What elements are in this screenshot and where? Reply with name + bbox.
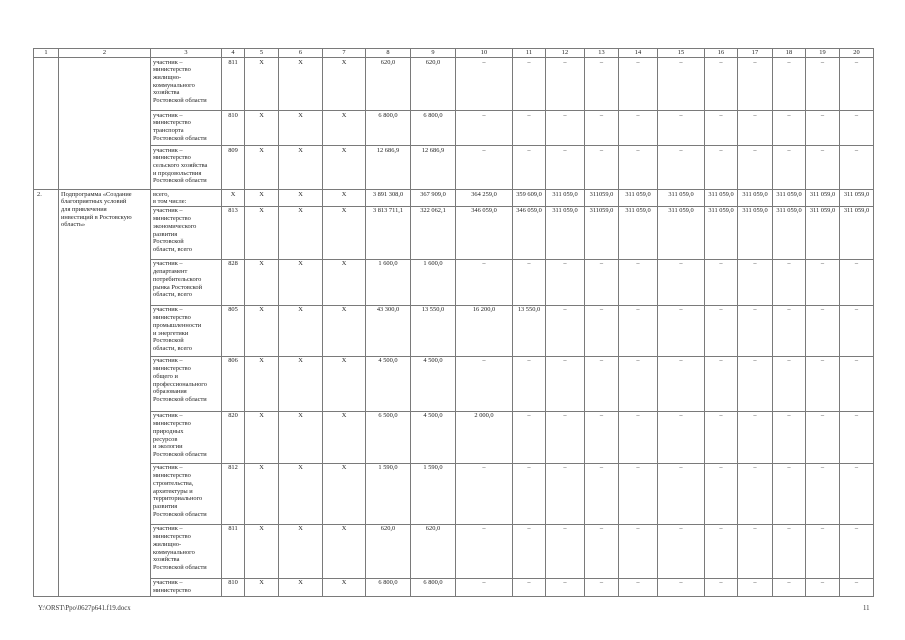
value-cell: 311 059,0 — [738, 206, 773, 259]
value-cell: 311 059,0 — [773, 190, 806, 207]
value-cell: X — [279, 206, 323, 259]
value-cell: 811 — [222, 58, 245, 111]
value-cell: – — [658, 578, 705, 596]
value-cell: – — [658, 463, 705, 524]
column-number: 17 — [738, 49, 773, 58]
column-number: 7 — [323, 49, 366, 58]
value-cell: X — [245, 356, 279, 411]
value-cell: 3 891 308,0 — [366, 190, 411, 207]
value-cell: – — [456, 259, 513, 305]
participant-cell: участник – департамент потребительского рынка Ростовской области, всего — [151, 259, 222, 305]
value-cell: – — [513, 259, 546, 305]
value-cell: – — [513, 411, 546, 463]
value-cell: – — [585, 524, 619, 578]
value-cell: 4 500,0 — [411, 411, 456, 463]
value-cell: 813 — [222, 206, 245, 259]
value-cell: – — [738, 259, 773, 305]
value-cell: – — [585, 305, 619, 356]
value-cell: 311 059,0 — [840, 190, 874, 207]
value-cell: – — [705, 356, 738, 411]
value-cell: – — [840, 259, 874, 305]
value-cell: 311 059,0 — [806, 190, 840, 207]
value-cell: – — [513, 356, 546, 411]
value-cell: X — [323, 206, 366, 259]
table-row — [34, 524, 874, 578]
value-cell: 13 550,0 — [411, 305, 456, 356]
column-number: 6 — [279, 49, 323, 58]
value-cell: – — [585, 578, 619, 596]
value-cell: X — [279, 524, 323, 578]
value-cell: – — [806, 58, 840, 111]
value-cell: – — [738, 58, 773, 111]
value-cell: 346 059,0 — [513, 206, 546, 259]
table-row — [34, 578, 874, 596]
value-cell: X — [245, 524, 279, 578]
value-cell: – — [658, 305, 705, 356]
value-cell: – — [705, 58, 738, 111]
value-cell: 812 — [222, 463, 245, 524]
value-cell: 311059,0 — [585, 206, 619, 259]
participant-cell: участник – министерство — [151, 578, 222, 596]
value-cell: 346 059,0 — [456, 206, 513, 259]
participant-cell: участник – министерство сельского хозяйства и продовольствия Ростовской области — [151, 146, 222, 190]
value-cell: – — [619, 111, 658, 146]
value-cell: – — [513, 463, 546, 524]
value-cell: 311 059,0 — [773, 206, 806, 259]
value-cell: 16 200,0 — [456, 305, 513, 356]
column-number: 8 — [366, 49, 411, 58]
value-cell: – — [705, 578, 738, 596]
value-cell: 311 059,0 — [619, 206, 658, 259]
value-cell: 311 059,0 — [619, 190, 658, 207]
table-row — [34, 58, 874, 111]
row-number-cell — [34, 58, 59, 190]
value-cell: 12 686,9 — [411, 146, 456, 190]
value-cell: – — [840, 146, 874, 190]
value-cell: 367 909,0 — [411, 190, 456, 207]
column-number: 14 — [619, 49, 658, 58]
value-cell: – — [619, 524, 658, 578]
value-cell: – — [773, 259, 806, 305]
value-cell: 6 800,0 — [366, 111, 411, 146]
column-number: 20 — [840, 49, 874, 58]
value-cell: X — [323, 411, 366, 463]
value-cell: 620,0 — [411, 524, 456, 578]
column-number: 1 — [34, 49, 59, 58]
value-cell: – — [619, 146, 658, 190]
value-cell: 4 500,0 — [411, 356, 456, 411]
column-number: 13 — [585, 49, 619, 58]
value-cell: – — [513, 578, 546, 596]
value-cell: – — [806, 524, 840, 578]
table-row — [34, 111, 874, 146]
value-cell: – — [619, 259, 658, 305]
value-cell: – — [840, 58, 874, 111]
table-row — [34, 146, 874, 190]
value-cell: 311 059,0 — [546, 190, 585, 207]
value-cell: 311 059,0 — [840, 206, 874, 259]
value-cell: – — [546, 305, 585, 356]
participant-cell: участник – министерство строительства, архитектуры и территориального развития Ростовской области — [151, 463, 222, 524]
value-cell: – — [773, 578, 806, 596]
value-cell: – — [658, 58, 705, 111]
value-cell: X — [323, 356, 366, 411]
column-number: 9 — [411, 49, 456, 58]
value-cell: – — [619, 356, 658, 411]
participant-cell: участник – министерство транспорта Ростовской области — [151, 111, 222, 146]
value-cell: – — [619, 58, 658, 111]
table-row — [34, 356, 874, 411]
table-row — [34, 463, 874, 524]
column-number: 4 — [222, 49, 245, 58]
value-cell: – — [456, 111, 513, 146]
value-cell: X — [245, 463, 279, 524]
value-cell: X — [323, 305, 366, 356]
value-cell: – — [705, 305, 738, 356]
table-row — [34, 305, 874, 356]
value-cell: – — [840, 463, 874, 524]
value-cell: 13 550,0 — [513, 305, 546, 356]
value-cell: – — [619, 411, 658, 463]
column-number: 19 — [806, 49, 840, 58]
participant-cell: всего, в том числе: — [151, 190, 222, 207]
value-cell: 6 800,0 — [366, 578, 411, 596]
budget-table — [33, 48, 874, 597]
value-cell: X — [323, 190, 366, 207]
value-cell: X — [279, 411, 323, 463]
column-number: 3 — [151, 49, 222, 58]
value-cell: – — [806, 463, 840, 524]
value-cell: X — [279, 463, 323, 524]
subprogram-name-cell — [59, 58, 151, 190]
value-cell: – — [840, 111, 874, 146]
value-cell: – — [806, 111, 840, 146]
value-cell: X — [279, 356, 323, 411]
value-cell: – — [546, 356, 585, 411]
value-cell: X — [323, 463, 366, 524]
value-cell: X — [245, 190, 279, 207]
value-cell: – — [738, 305, 773, 356]
value-cell: 4 500,0 — [366, 356, 411, 411]
value-cell: X — [245, 111, 279, 146]
column-number: 16 — [705, 49, 738, 58]
value-cell: – — [658, 146, 705, 190]
value-cell: X — [323, 259, 366, 305]
value-cell: – — [738, 411, 773, 463]
value-cell: 3 813 711,1 — [366, 206, 411, 259]
value-cell: 2 000,0 — [456, 411, 513, 463]
column-number: 15 — [658, 49, 705, 58]
value-cell: 1 590,0 — [411, 463, 456, 524]
column-number: 5 — [245, 49, 279, 58]
value-cell: – — [840, 305, 874, 356]
value-cell: – — [585, 463, 619, 524]
value-cell: – — [806, 411, 840, 463]
value-cell: – — [456, 524, 513, 578]
value-cell: – — [738, 111, 773, 146]
value-cell: – — [546, 58, 585, 111]
value-cell: X — [323, 146, 366, 190]
value-cell: – — [456, 58, 513, 111]
subprogram-name-cell: Подпрограмма «Создание благоприятных условий для привлечения инвестиций в Ростовскую область» — [59, 190, 151, 597]
participant-cell: участник – министерство природных ресурсов и экологии Ростовской области — [151, 411, 222, 463]
row-number-cell: 2. — [34, 190, 59, 597]
value-cell: – — [705, 411, 738, 463]
value-cell: – — [658, 356, 705, 411]
column-number: 11 — [513, 49, 546, 58]
value-cell: – — [585, 58, 619, 111]
value-cell: 311 059,0 — [658, 206, 705, 259]
value-cell: – — [456, 356, 513, 411]
value-cell: 12 686,9 — [366, 146, 411, 190]
value-cell: – — [585, 259, 619, 305]
value-cell: 6 500,0 — [366, 411, 411, 463]
value-cell: – — [456, 578, 513, 596]
value-cell: – — [773, 356, 806, 411]
value-cell: – — [705, 524, 738, 578]
value-cell: X — [323, 111, 366, 146]
value-cell: 806 — [222, 356, 245, 411]
column-number-row — [34, 49, 874, 58]
value-cell: – — [705, 463, 738, 524]
value-cell: 311 059,0 — [705, 206, 738, 259]
column-number: 12 — [546, 49, 585, 58]
value-cell: – — [738, 146, 773, 190]
value-cell: X — [323, 578, 366, 596]
value-cell: 811 — [222, 524, 245, 578]
table-header — [34, 49, 874, 58]
value-cell: – — [658, 259, 705, 305]
value-cell: 820 — [222, 411, 245, 463]
value-cell: – — [738, 578, 773, 596]
value-cell: – — [705, 111, 738, 146]
value-cell: 810 — [222, 111, 245, 146]
value-cell: X — [279, 578, 323, 596]
table-row — [34, 259, 874, 305]
value-cell: – — [840, 524, 874, 578]
value-cell: 6 800,0 — [411, 578, 456, 596]
value-cell: X — [245, 146, 279, 190]
column-number: 18 — [773, 49, 806, 58]
value-cell: – — [585, 111, 619, 146]
value-cell: X — [279, 259, 323, 305]
value-cell: 43 300,0 — [366, 305, 411, 356]
value-cell: – — [546, 524, 585, 578]
participant-cell: участник – министерство жилищно- коммунального хозяйства Ростовской области — [151, 524, 222, 578]
value-cell: – — [705, 259, 738, 305]
participant-cell: участник – министерство промышленности и энергетики Ростовской области, всего — [151, 305, 222, 356]
value-cell: – — [585, 411, 619, 463]
participant-cell: участник – министерство жилищно- коммунального хозяйства Ростовской области — [151, 58, 222, 111]
value-cell: – — [658, 524, 705, 578]
value-cell: 6 800,0 — [411, 111, 456, 146]
value-cell: – — [619, 305, 658, 356]
value-cell: – — [705, 146, 738, 190]
value-cell: – — [456, 146, 513, 190]
value-cell: – — [513, 524, 546, 578]
value-cell: 805 — [222, 305, 245, 356]
value-cell: X — [245, 206, 279, 259]
value-cell: X — [279, 305, 323, 356]
value-cell: – — [806, 259, 840, 305]
value-cell: 828 — [222, 259, 245, 305]
value-cell: – — [513, 146, 546, 190]
value-cell: – — [658, 111, 705, 146]
value-cell: – — [773, 524, 806, 578]
value-cell: – — [546, 146, 585, 190]
value-cell: 311 059,0 — [806, 206, 840, 259]
value-cell: – — [773, 305, 806, 356]
value-cell: – — [806, 578, 840, 596]
value-cell: 322 062,1 — [411, 206, 456, 259]
value-cell: X — [245, 58, 279, 111]
value-cell: X — [279, 146, 323, 190]
value-cell: 809 — [222, 146, 245, 190]
value-cell: X — [245, 305, 279, 356]
value-cell: – — [773, 463, 806, 524]
value-cell: – — [658, 411, 705, 463]
value-cell: – — [619, 578, 658, 596]
value-cell: 1 600,0 — [366, 259, 411, 305]
value-cell: 311 059,0 — [546, 206, 585, 259]
value-cell: 620,0 — [366, 524, 411, 578]
value-cell: 810 — [222, 578, 245, 596]
value-cell: 311 059,0 — [705, 190, 738, 207]
value-cell: 620,0 — [411, 58, 456, 111]
page-number: 11 — [863, 605, 870, 612]
value-cell: X — [245, 411, 279, 463]
value-cell: – — [738, 356, 773, 411]
value-cell: – — [738, 463, 773, 524]
value-cell: – — [773, 58, 806, 111]
participant-cell: участник – министерство экономического развития Ростовской области, всего — [151, 206, 222, 259]
value-cell: 311 059,0 — [658, 190, 705, 207]
value-cell: – — [513, 111, 546, 146]
value-cell: – — [546, 111, 585, 146]
column-number: 2 — [59, 49, 151, 58]
value-cell: – — [546, 578, 585, 596]
value-cell: X — [279, 190, 323, 207]
value-cell: – — [840, 411, 874, 463]
column-number: 10 — [456, 49, 513, 58]
file-path: Y:\ORST\Ppo\0627p641.f19.docx — [38, 605, 131, 612]
value-cell: – — [773, 411, 806, 463]
participant-cell: участник – министерство общего и профессионального образования Ростовской области — [151, 356, 222, 411]
value-cell: – — [513, 58, 546, 111]
value-cell: – — [840, 356, 874, 411]
value-cell: 620,0 — [366, 58, 411, 111]
value-cell: 359 609,0 — [513, 190, 546, 207]
value-cell: – — [619, 463, 658, 524]
value-cell: X — [323, 58, 366, 111]
table-row — [34, 190, 874, 207]
value-cell: – — [546, 259, 585, 305]
value-cell: – — [773, 146, 806, 190]
value-cell: – — [585, 146, 619, 190]
value-cell: 364 259,0 — [456, 190, 513, 207]
value-cell: X — [279, 58, 323, 111]
value-cell: 1 600,0 — [411, 259, 456, 305]
value-cell: – — [456, 463, 513, 524]
value-cell: – — [738, 524, 773, 578]
value-cell: X — [323, 524, 366, 578]
value-cell: – — [806, 356, 840, 411]
value-cell: 1 590,0 — [366, 463, 411, 524]
value-cell: – — [806, 146, 840, 190]
value-cell: X — [245, 259, 279, 305]
value-cell: – — [806, 305, 840, 356]
value-cell: – — [840, 578, 874, 596]
value-cell: X — [279, 111, 323, 146]
value-cell: 311 059,0 — [738, 190, 773, 207]
value-cell: – — [773, 111, 806, 146]
table-body — [34, 58, 874, 597]
value-cell: 311059,0 — [585, 190, 619, 207]
value-cell: X — [245, 578, 279, 596]
value-cell: – — [546, 463, 585, 524]
value-cell: X — [222, 190, 245, 207]
table-row — [34, 411, 874, 463]
table-row — [34, 206, 874, 259]
value-cell: – — [585, 356, 619, 411]
value-cell: – — [546, 411, 585, 463]
